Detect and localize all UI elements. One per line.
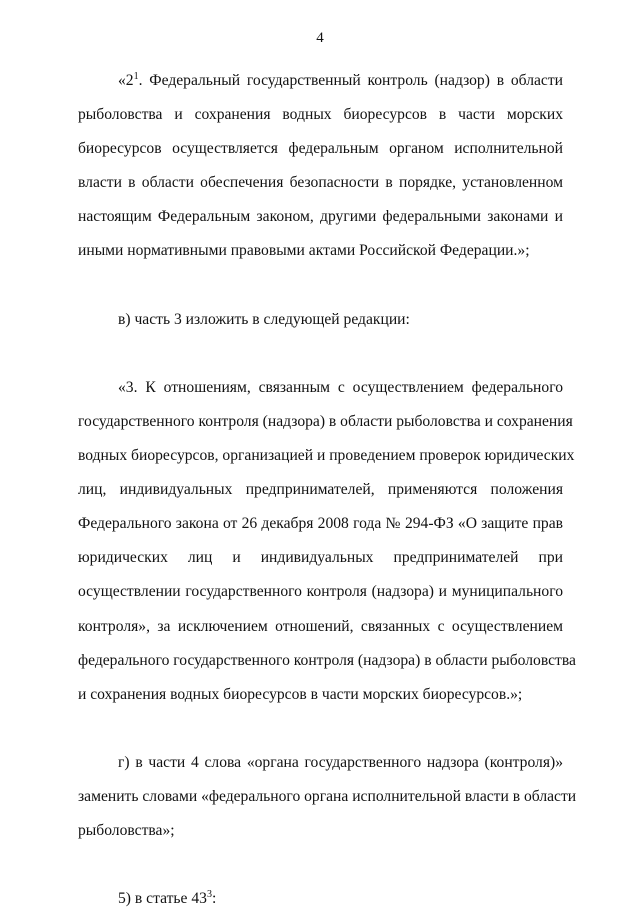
paragraph-line: заменить словами «федерального органа исполнительной власти в области bbox=[78, 787, 577, 805]
paragraph-text: : bbox=[211, 890, 217, 908]
page-number: 4 bbox=[316, 30, 324, 46]
paragraph-line: рыболовства и сохранения водных биоресурсов в части морских bbox=[78, 106, 563, 124]
paragraph-5 bbox=[78, 882, 563, 916]
document-body bbox=[78, 64, 577, 916]
paragraph-text: 5) в статье 43 bbox=[118, 890, 207, 908]
paragraph-line: и сохранения водных биоресурсов в части морских биоресурсов.»; bbox=[78, 685, 523, 703]
superscript: 1 bbox=[133, 71, 139, 82]
paragraph-line: «3. К отношениям, связанным с осуществлением федерального bbox=[118, 378, 563, 396]
paragraph-line: иными нормативными правовыми актами Российской Федерации.»; bbox=[78, 242, 530, 260]
paragraph-line: Федерального закона от 26 декабря 2008 года № 294-ФЗ «О защите прав bbox=[78, 515, 563, 533]
paragraph-gap bbox=[78, 269, 563, 303]
paragraph-line: настоящим Федеральным законом, другими федеральными законами и bbox=[78, 208, 563, 226]
paragraph-v bbox=[78, 303, 563, 337]
paragraph-gap bbox=[78, 337, 563, 371]
paragraph-line: контроля», за исключением отношений, связанных с осуществлением bbox=[78, 617, 563, 635]
paragraph-text: «2 bbox=[118, 72, 134, 89]
paragraph-line: биоресурсов осуществляется федеральным органом исполнительной bbox=[78, 140, 563, 158]
superscript: 3 bbox=[206, 889, 212, 901]
paragraph-line: лиц, индивидуальных предпринимателей, применяются положения bbox=[78, 481, 563, 499]
paragraph-line: власти в области обеспечения безопасности в порядке, установленном bbox=[78, 174, 563, 192]
paragraph-3 bbox=[78, 371, 576, 712]
paragraph-line bbox=[78, 882, 563, 916]
paragraph-line: рыболовства»; bbox=[78, 822, 175, 840]
paragraph-line: г) в части 4 слова «органа государственного надзора (контроля)» bbox=[118, 753, 563, 771]
paragraph-g bbox=[78, 746, 577, 848]
paragraph-line: государственного контроля (надзора) в области рыболовства и сохранения bbox=[78, 412, 573, 430]
paragraph-line: водных биоресурсов, организацией и проведением проверок юридических bbox=[78, 447, 575, 465]
paragraph-text: . Федеральный государственный контроль (надзор) в области bbox=[138, 72, 563, 89]
paragraph-gap bbox=[78, 712, 563, 746]
paragraph-line: юридических лиц и индивидуальных предпринимателей при bbox=[78, 549, 563, 567]
paragraph-line bbox=[78, 64, 563, 98]
paragraph-line: федерального государственного контроля (надзора) в области рыболовства bbox=[78, 651, 576, 669]
paragraph-gap bbox=[78, 848, 563, 882]
paragraph-line: осуществлении государственного контроля (надзора) и муниципального bbox=[78, 583, 563, 601]
paragraph-2-1 bbox=[78, 64, 563, 269]
paragraph-line: в) часть 3 изложить в следующей редакции: bbox=[118, 310, 410, 328]
